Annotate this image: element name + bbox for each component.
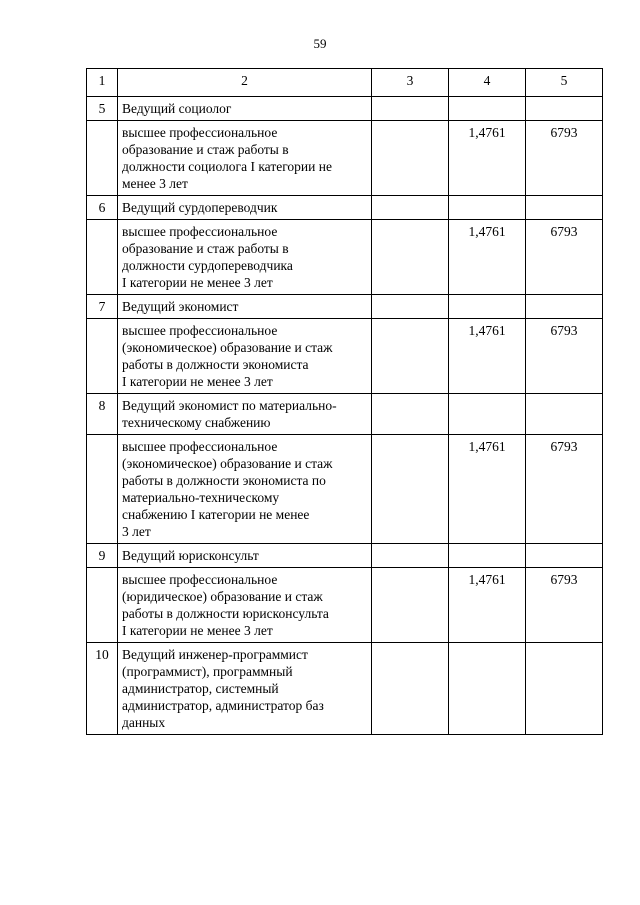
salary-cell <box>526 295 603 319</box>
column-3-cell <box>372 295 449 319</box>
coefficient-cell <box>449 643 526 735</box>
column-3-value <box>372 435 449 544</box>
row-number-empty <box>87 435 118 544</box>
row-number: 9 <box>87 544 118 568</box>
coefficient-value: 1,4761 <box>449 319 526 394</box>
position-title: Ведущий социолог <box>118 97 372 121</box>
position-title: Ведущий экономист <box>118 295 372 319</box>
coefficient-value: 1,4761 <box>449 121 526 196</box>
column-number-row <box>87 69 603 97</box>
column-number-2: 2 <box>118 69 372 97</box>
row-number: 6 <box>87 196 118 220</box>
coefficient-value: 1,4761 <box>449 435 526 544</box>
row-number: 10 <box>87 643 118 735</box>
qualification-requirement: высшее профессиональное образование и стаж работы в должности сурдопереводчика I категории не менее 3 лет <box>118 220 372 295</box>
row-number: 7 <box>87 295 118 319</box>
column-3-cell <box>372 643 449 735</box>
row-number: 5 <box>87 97 118 121</box>
column-3-cell <box>372 97 449 121</box>
column-3-cell <box>372 196 449 220</box>
qualification-row <box>87 568 603 643</box>
salary-value: 6793 <box>526 435 603 544</box>
page-number: 59 <box>313 36 327 51</box>
coefficient-cell <box>449 544 526 568</box>
salary-cell <box>526 544 603 568</box>
staff-table <box>86 68 603 735</box>
salary-value: 6793 <box>526 220 603 295</box>
row-number-empty <box>87 220 118 295</box>
salary-cell <box>526 196 603 220</box>
position-title-row <box>87 295 603 319</box>
qualification-requirement: высшее профессиональное (экономическое) образование и стаж работы в должности экономиста I категории не менее 3 лет <box>118 319 372 394</box>
column-3-cell <box>372 544 449 568</box>
column-3-value <box>372 319 449 394</box>
salary-value: 6793 <box>526 319 603 394</box>
salary-value: 6793 <box>526 121 603 196</box>
qualification-row <box>87 319 603 394</box>
position-title-row <box>87 544 603 568</box>
qualification-row <box>87 435 603 544</box>
column-3-value <box>372 220 449 295</box>
position-title-row <box>87 196 603 220</box>
salary-cell <box>526 643 603 735</box>
coefficient-cell <box>449 196 526 220</box>
qualification-row <box>87 121 603 196</box>
salary-cell <box>526 97 603 121</box>
position-title-row <box>87 643 603 735</box>
column-number-5: 5 <box>526 69 603 97</box>
coefficient-cell <box>449 295 526 319</box>
position-title: Ведущий сурдопереводчик <box>118 196 372 220</box>
salary-value: 6793 <box>526 568 603 643</box>
qualification-requirement: высшее профессиональное (юридическое) образование и стаж работы в должности юрисконсульта I категории не менее 3 лет <box>118 568 372 643</box>
position-title: Ведущий инженер-программист (программист), программный администратор, системный администратор, администратор баз данных <box>118 643 372 735</box>
column-number-1: 1 <box>87 69 118 97</box>
position-title: Ведущий экономист по материально- техническому снабжению <box>118 394 372 435</box>
column-3-cell <box>372 394 449 435</box>
position-title-row <box>87 394 603 435</box>
salary-cell <box>526 394 603 435</box>
row-number-empty <box>87 319 118 394</box>
qualification-requirement: высшее профессиональное образование и стаж работы в должности социолога I категории не менее 3 лет <box>118 121 372 196</box>
position-title-row <box>87 97 603 121</box>
coefficient-value: 1,4761 <box>449 220 526 295</box>
column-3-value <box>372 568 449 643</box>
qualification-row <box>87 220 603 295</box>
coefficient-cell <box>449 97 526 121</box>
coefficient-cell <box>449 394 526 435</box>
qualification-requirement: высшее профессиональное (экономическое) образование и стаж работы в должности экономиста по материально-техническому снабжению I категории не менее 3 лет <box>118 435 372 544</box>
position-title: Ведущий юрисконсульт <box>118 544 372 568</box>
column-3-value <box>372 121 449 196</box>
column-number-4: 4 <box>449 69 526 97</box>
coefficient-value: 1,4761 <box>449 568 526 643</box>
row-number: 8 <box>87 394 118 435</box>
row-number-empty <box>87 121 118 196</box>
column-number-3: 3 <box>372 69 449 97</box>
row-number-empty <box>87 568 118 643</box>
